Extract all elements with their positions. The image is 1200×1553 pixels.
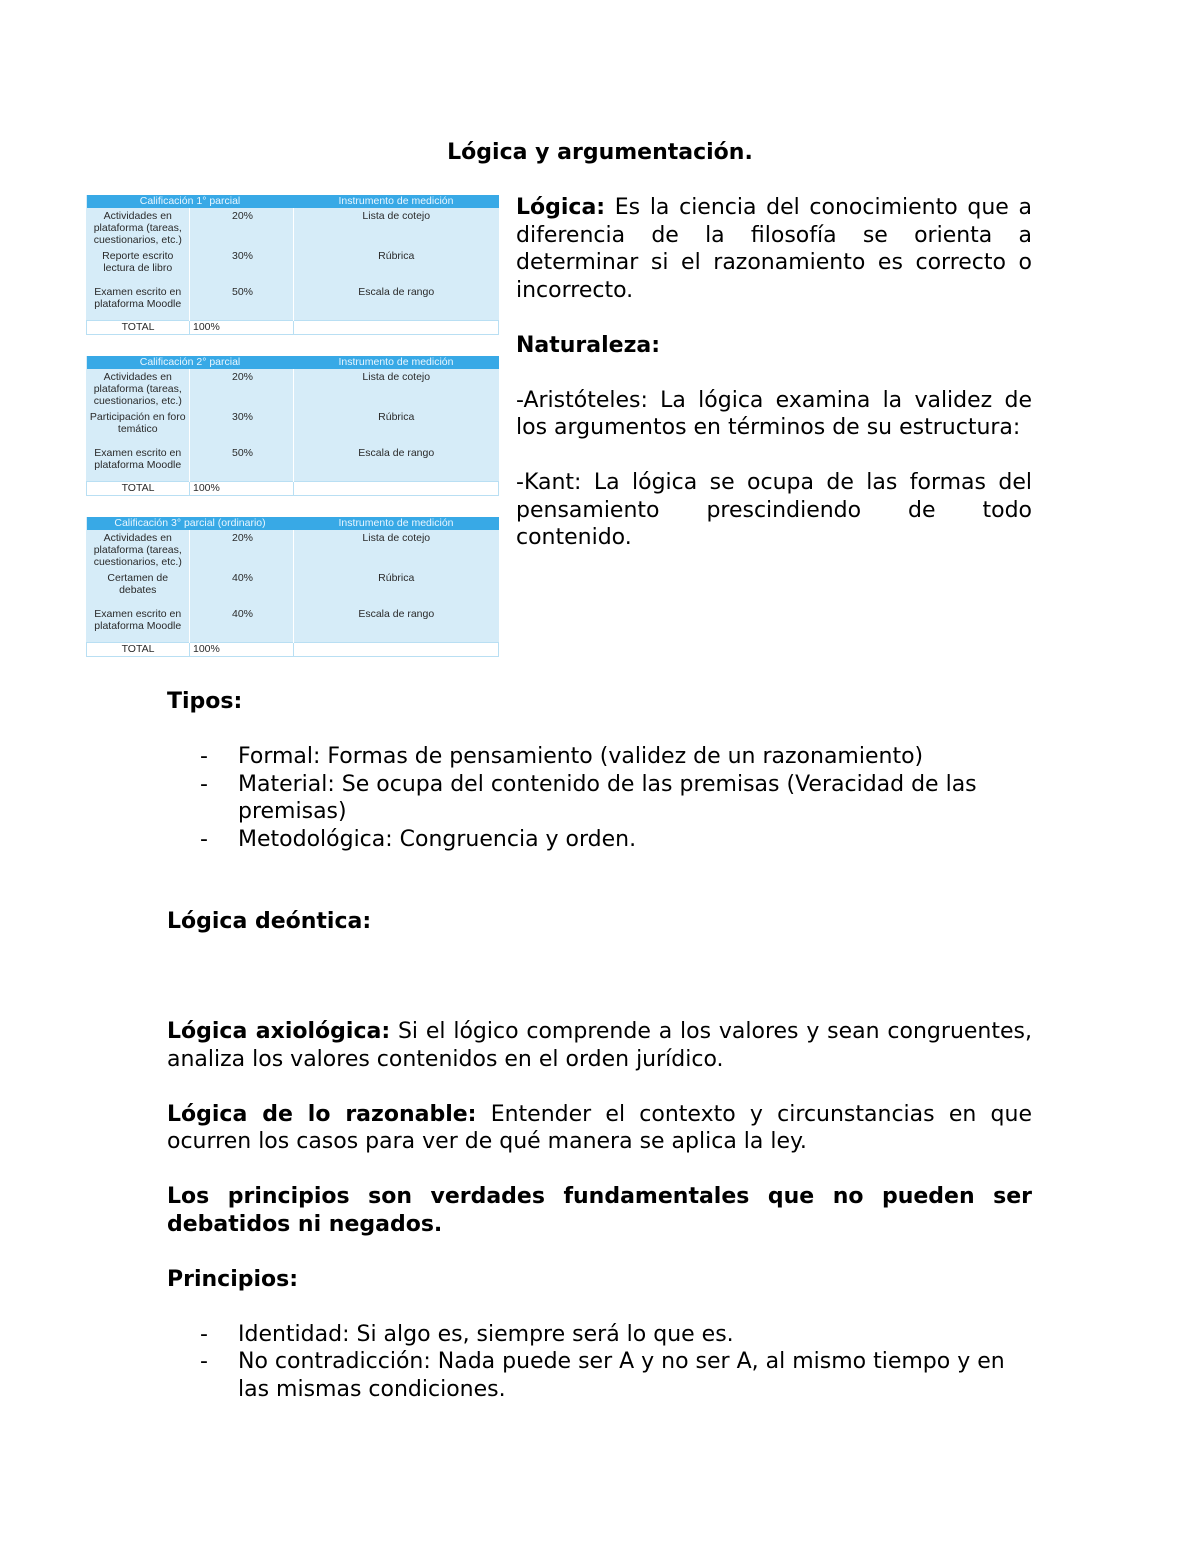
definitions-column: [516, 194, 1032, 579]
table-row: [87, 208, 499, 248]
tipos-list: [167, 743, 1032, 853]
table-cell-percent: 50%: [190, 284, 294, 321]
kant-paragraph: -Kant: La lógica se ocupa de las formas del pensamiento prescindiendo de todo contenido.: [516, 470, 1032, 550]
table-cell-item: Examen escrito en plataforma Moodle: [87, 284, 190, 321]
table-cell-instrument: Rúbrica: [378, 250, 415, 262]
axiologica-label: Lógica axiológica:: [167, 1019, 391, 1044]
table-total-row: [87, 482, 499, 496]
list-item-text: Material: Se ocupa del contenido de las premisas (Veracidad de las premisas): [238, 771, 977, 824]
naturaleza-label: Naturaleza:: [516, 332, 661, 358]
grading-table-3: [86, 517, 499, 657]
table-total-percent: 100%: [190, 482, 294, 496]
list-item: [167, 826, 1032, 854]
main-content: [167, 688, 1032, 1431]
table-cell-instrument: Escala de rango: [358, 447, 435, 459]
list-item-text: Metodológica: Congruencia y orden.: [238, 826, 637, 852]
list-item: [167, 743, 1032, 771]
table-cell-percent: 20%: [190, 530, 294, 570]
tipos-heading: Tipos:: [167, 689, 243, 714]
table-cell-instrument: Lista de cotejo: [362, 532, 431, 544]
table-header-instrument: Instrumento de medición: [294, 356, 499, 369]
table-cell-item: Examen escrito en plataforma Moodle: [87, 445, 190, 482]
spacer: [167, 881, 1032, 909]
table-cell-item: Actividades en plataforma (tareas, cuestionarios, etc.): [87, 530, 190, 570]
table-header-period: Calificación 1° parcial: [87, 195, 294, 208]
table-cell-instrument: Lista de cotejo: [362, 371, 431, 383]
list-item-text: No contradicción: Nada puede ser A y no ser A, al mismo tiempo y en las mismas condiciones.: [238, 1349, 1005, 1402]
grading-table-2: [86, 356, 499, 496]
principios-statement: [167, 1183, 1032, 1238]
list-marker: -: [200, 1349, 208, 1374]
razonable-text: Entender el contexto y circunstancias en que ocurren los casos para ver de qué manera se aplica la ley.: [167, 1101, 1032, 1154]
table-row: [87, 445, 499, 482]
table-row: [87, 369, 499, 409]
table-cell-item: Participación en foro temático: [87, 409, 190, 445]
table-row: [87, 248, 499, 284]
table-header-period: Calificación 2° parcial: [87, 356, 294, 369]
table-cell-percent: 30%: [190, 248, 294, 284]
table-cell-item: Certamen de debates: [87, 570, 190, 606]
table-cell-instrument: Rúbrica: [378, 572, 415, 584]
table-cell-item: Reporte escrito lectura de libro: [87, 248, 190, 284]
naturaleza-heading: [516, 332, 1032, 360]
aristoteles-paragraph: -Aristóteles: La lógica examina la validez de los argumentos en términos de su estructura:: [516, 387, 1032, 440]
table-total-row: [87, 321, 499, 335]
logica-label: Lógica:: [516, 195, 606, 220]
logica-text: Es la ciencia del conocimiento que a diferencia de la filosofía se orienta a determinar si el razonamiento es correcto o incorrecto.: [516, 195, 1032, 303]
spacer: [167, 963, 1032, 1018]
logica-definition: [516, 194, 1032, 304]
axiologica-text: Si el lógico comprende a los valores y sean congruentes, analiza los valores contenidos en el orden jurídico.: [167, 1019, 1032, 1072]
table-total-label: TOTAL: [87, 321, 190, 335]
razonable-label: Lógica de lo razonable:: [167, 1101, 477, 1127]
list-marker: -: [200, 771, 208, 797]
grading-tables: [86, 195, 498, 678]
list-item: [167, 1348, 1032, 1403]
axiologica-paragraph: [167, 1018, 1032, 1073]
document-title: Lógica y argumentación.: [447, 140, 753, 165]
table-row: [87, 284, 499, 321]
table-total-empty: [294, 643, 499, 657]
list-marker: -: [200, 826, 208, 852]
table-total-percent: 100%: [190, 643, 294, 657]
table-row: [87, 570, 499, 606]
table-cell-percent: 20%: [190, 208, 294, 248]
table-cell-percent: 30%: [190, 409, 294, 445]
table-total-empty: [294, 321, 499, 335]
table-cell-instrument: Escala de rango: [358, 286, 435, 298]
list-marker: -: [200, 1321, 208, 1347]
table-cell-percent: 40%: [190, 606, 294, 643]
table-cell-percent: 40%: [190, 570, 294, 606]
table-header-instrument: Instrumento de medición: [294, 195, 499, 208]
razonable-paragraph: [167, 1101, 1032, 1156]
list-item-text: Identidad: Si algo es, siempre será lo que es.: [238, 1321, 734, 1347]
table-row: [87, 530, 499, 570]
table-header-period: Calificación 3° parcial (ordinario): [87, 517, 294, 530]
table-cell-item: Actividades en plataforma (tareas, cuestionarios, etc.): [87, 369, 190, 409]
table-total-row: [87, 643, 499, 657]
table-row: [87, 409, 499, 445]
principios-statement-text: Los principios son verdades fundamentales que no pueden ser debatidos ni negados.: [167, 1184, 1032, 1237]
grading-table-1: [86, 195, 499, 335]
table-total-label: TOTAL: [87, 482, 190, 496]
list-item: [167, 1321, 1032, 1349]
table-total-label: TOTAL: [87, 643, 190, 657]
table-cell-item: Examen escrito en plataforma Moodle: [87, 606, 190, 643]
table-header-instrument: Instrumento de medición: [294, 517, 499, 530]
list-marker: -: [200, 744, 208, 769]
table-cell-instrument: Rúbrica: [378, 411, 415, 423]
list-item: [167, 771, 1032, 826]
table-cell-percent: 50%: [190, 445, 294, 482]
principios-list: [167, 1321, 1032, 1404]
table-cell-instrument: Lista de cotejo: [362, 210, 431, 222]
table-row: [87, 606, 499, 643]
deontica-heading: Lógica deóntica:: [167, 909, 372, 934]
table-total-percent: 100%: [190, 321, 294, 335]
table-cell-percent: 20%: [190, 369, 294, 409]
table-total-empty: [294, 482, 499, 496]
table-cell-instrument: Escala de rango: [358, 608, 435, 620]
list-item-text: Formal: Formas de pensamiento (validez de un razonamiento): [238, 744, 924, 769]
principios-heading: Principios:: [167, 1266, 299, 1292]
table-cell-item: Actividades en plataforma (tareas, cuestionarios, etc.): [87, 208, 190, 248]
